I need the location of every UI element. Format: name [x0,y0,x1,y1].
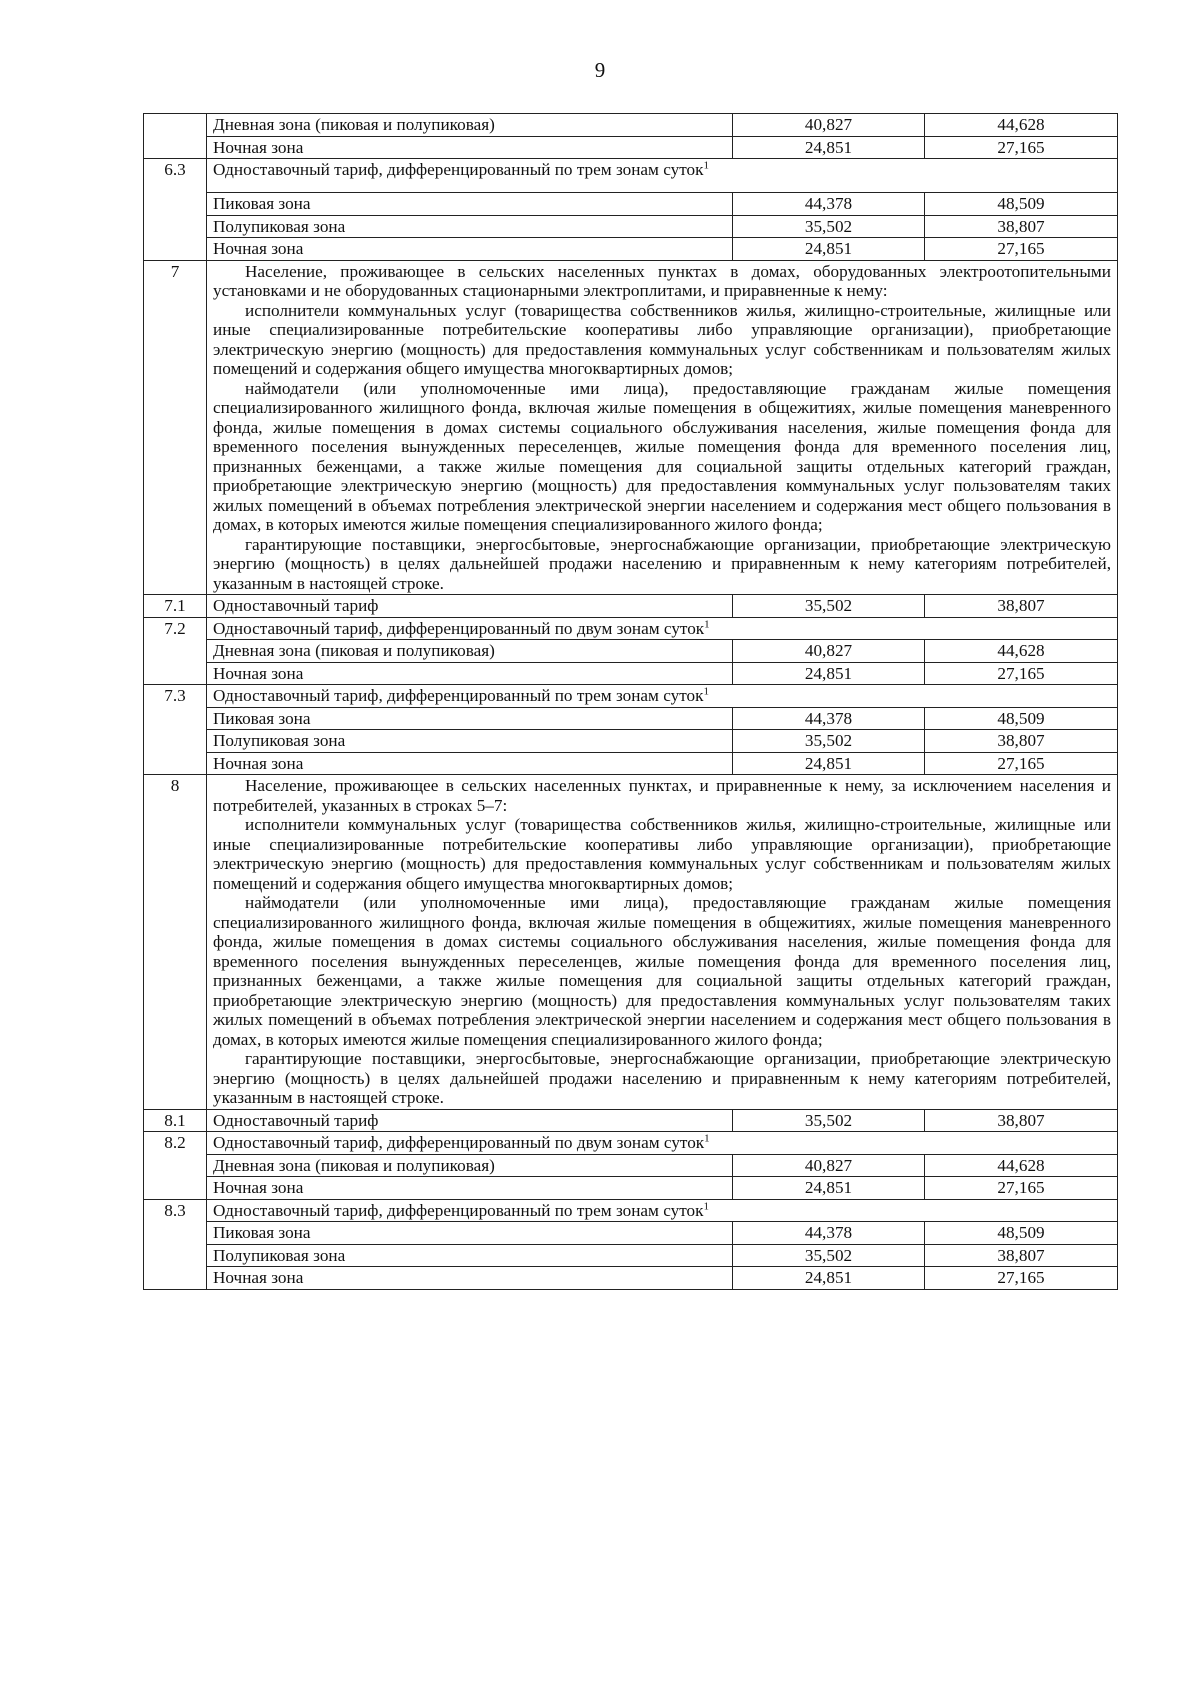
table-row [144,775,1118,1110]
zone-label: Ночная зона [207,238,733,261]
tariff-value: 24,851 [733,1177,925,1200]
tariff-value: 38,807 [925,595,1118,618]
tariff-value: 44,378 [733,1222,925,1245]
tariff-value: 35,502 [733,1109,925,1132]
row-number: 7.2 [144,617,207,685]
tariff-value: 27,165 [925,662,1118,685]
tariff-value: 48,509 [925,1222,1118,1245]
row-number: 7 [144,260,207,595]
zone-label: Ночная зона [207,1177,733,1200]
table-row [144,752,1118,775]
table-row [144,662,1118,685]
row-number-cell [144,114,207,159]
tariff-value: 44,628 [925,640,1118,663]
tariff-value: 40,827 [733,640,925,663]
tariff-heading: Одноставочный тариф, дифференцированный по трем зонам суток$^1$ [207,1199,1118,1222]
zone-label: Пиковая зона [207,1222,733,1245]
tariff-value: 24,851 [733,136,925,159]
table-row [144,1177,1118,1200]
table-row [144,1154,1118,1177]
tariff-value: 38,807 [925,730,1118,753]
description-paragraph: гарантирующие поставщики, энергосбытовые, энергоснабжающие организации, приобретающие электрическую энергию (мощность) в целях дальнейшей продажи населению и приравненным к нему категориям потребителей, указанным в настоящей строке. [213,1049,1111,1107]
zone-label: Ночная зона [207,1267,733,1290]
description-paragraph: наймодатели (или уполномоченные ими лица), предоставляющие гражданам жилые помещения специализированного жилищного фонда, включая жилые помещения в общежитиях, жилые помещения маневренного фонда, жилые помещения в домах системы социального обслуживания населения, жилые помещения фонда для временного поселения вынужденных переселенцев, жилые помещения фонда для временного поселения лиц, признанных беженцами, а также жилые помещения для социальной защиты отдельных категорий граждан, приобретающие электрическую энергию (мощность) для предоставления коммунальных услуг пользователям таких жилых помещений в объемах потребления электрической энергии населением и содержания мест общего пользования в домах, в которых имеются жилые помещения специализированного жилого фонда; [213,378,1111,534]
zone-label: Пиковая зона [207,193,733,216]
table-row [144,730,1118,753]
tariff-value: 38,807 [925,215,1118,238]
zone-label: Дневная зона (пиковая и полупиковая) [207,640,733,663]
table-row [144,685,1118,708]
table-row [144,238,1118,261]
tariff-value: 27,165 [925,1267,1118,1290]
table-row [144,640,1118,663]
description-paragraph: гарантирующие поставщики, энергосбытовые, энергоснабжающие организации, приобретающие электрическую энергию (мощность) в целях дальнейшей продажи населению и приравненным к нему категориям потребителей, указанным в настоящей строке. [213,534,1111,593]
tariff-label: Одноставочный тариф [207,595,733,618]
tariff-value: 27,165 [925,1177,1118,1200]
zone-label: Ночная зона [207,662,733,685]
table-row [144,136,1118,159]
tariff-heading: Одноставочный тариф, дифференцированный по трем зонам суток$^1$ [207,159,1118,193]
description-paragraph: наймодатели (или уполномоченные ими лица), предоставляющие гражданам жилые помещения специализированного жилищного фонда, включая жилые помещения в общежитиях, жилые помещения маневренного фонда, жилые помещения в домах системы социального обслуживания населения, жилые помещения фонда для временного поселения вынужденных переселенцев, жилые помещения фонда для временного поселения лиц, признанных беженцами, а также жилые помещения для социальной защиты отдельных категорий граждан, приобретающие электрическую энергию (мощность) для предоставления коммунальных услуг пользователям таких жилых помещений в объемах потребления электрической энергии населением и содержания мест общего пользования в домах, в которых имеются жилые помещения специализированного жилого фонда; [213,893,1111,1049]
consumer-description [207,260,1118,595]
tariff-value: 24,851 [733,1267,925,1290]
row-number: 7.1 [144,595,207,618]
tariff-value: 27,165 [925,136,1118,159]
table-row [144,114,1118,137]
tariff-heading: Одноставочный тариф, дифференцированный по двум зонам суток$^1$ [207,617,1118,640]
table-row [144,1244,1118,1267]
table-row [144,707,1118,730]
tariff-value: 44,628 [925,114,1118,137]
tariff-value: 27,165 [925,752,1118,775]
table-row [144,1267,1118,1290]
tariff-value: 44,628 [925,1154,1118,1177]
tariff-value: 24,851 [733,662,925,685]
zone-label: Полупиковая зона [207,215,733,238]
table-row [144,159,1118,193]
zone-label: Дневная зона (пиковая и полупиковая) [207,114,733,137]
table-row [144,1109,1118,1132]
tariff-value: 24,851 [733,752,925,775]
page-number: 9 [594,58,606,82]
row-number: 6.3 [144,159,207,261]
row-number: 8.1 [144,1109,207,1132]
tariff-value: 27,165 [925,238,1118,261]
tariff-value: 44,378 [733,193,925,216]
tariff-value: 35,502 [733,1244,925,1267]
row-number: 8.2 [144,1132,207,1200]
tariff-table [143,113,1118,1290]
description-paragraph: Население, проживающее в сельских населенных пунктах в домах, оборудованных электроотопительными установками и не оборудованных стационарными электроплитами, и приравненные к нему: [213,261,1111,300]
table-row [144,1222,1118,1245]
table-row [144,595,1118,618]
description-paragraph: исполнители коммунальных услуг (товарищества собственников жилья, жилищно-строительные, жилищные или иные специализированные потребительские кооперативы либо управляющие организации), приобретающие электрическую энергию (мощность) для предоставления коммунальных услуг собственникам и пользователям жилых помещений и содержания общего имущества многоквартирных домов; [213,815,1111,893]
tariff-value: 48,509 [925,707,1118,730]
tariff-value: 40,827 [733,114,925,137]
tariff-heading: Одноставочный тариф, дифференцированный по трем зонам суток$^1$ [207,685,1118,708]
tariff-label: Одноставочный тариф [207,1109,733,1132]
tariff-value: 35,502 [733,595,925,618]
tariff-value: 35,502 [733,730,925,753]
tariff-value: 44,378 [733,707,925,730]
row-number: 8.3 [144,1199,207,1289]
table-row [144,215,1118,238]
tariff-value: 38,807 [925,1109,1118,1132]
row-number: 8 [144,775,207,1110]
tariff-value: 48,509 [925,193,1118,216]
table-row [144,260,1118,595]
table-row [144,617,1118,640]
zone-label: Дневная зона (пиковая и полупиковая) [207,1154,733,1177]
tariff-value: 38,807 [925,1244,1118,1267]
tariff-heading: Одноставочный тариф, дифференцированный по двум зонам суток$^1$ [207,1132,1118,1155]
description-paragraph: исполнители коммунальных услуг (товарищества собственников жилья, жилищно-строительные, жилищные или иные специализированные потребительские кооперативы либо управляющие организации), приобретающие электрическую энергию (мощность) для предоставления коммунальных услуг собственникам и пользователям жилых помещений и содержания общего имущества многоквартирных домов; [213,300,1111,378]
tariff-value: 40,827 [733,1154,925,1177]
table-row [144,193,1118,216]
zone-label: Ночная зона [207,752,733,775]
table-row [144,1199,1118,1222]
tariff-value: 24,851 [733,238,925,261]
zone-label: Полупиковая зона [207,730,733,753]
zone-label: Полупиковая зона [207,1244,733,1267]
row-number: 7.3 [144,685,207,775]
zone-label: Ночная зона [207,136,733,159]
table-row [144,1132,1118,1155]
zone-label: Пиковая зона [207,707,733,730]
tariff-value: 35,502 [733,215,925,238]
description-paragraph: Население, проживающее в сельских населенных пунктах, и приравненные к нему, за исключением населения и потребителей, указанных в строках 5–7: [213,776,1111,815]
consumer-description [207,775,1118,1110]
